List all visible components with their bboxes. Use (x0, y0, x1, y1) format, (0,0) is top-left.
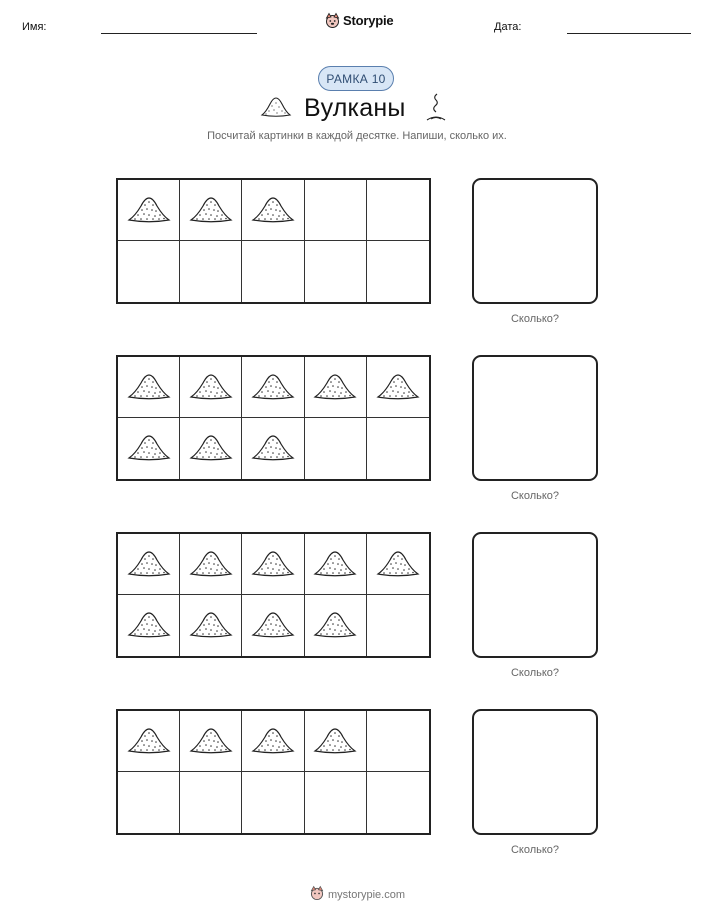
ten-frame (116, 178, 431, 304)
volcano-icon (313, 724, 357, 759)
volcano-icon (251, 431, 295, 466)
ten-frame-cell (305, 534, 367, 595)
ten-frame-cell (305, 772, 367, 833)
ten-frame-cell (367, 772, 429, 833)
answer-label: Сколько? (510, 490, 560, 502)
volcano-icon (313, 370, 357, 405)
answer-box[interactable] (472, 532, 598, 658)
ten-frame-cell (367, 418, 429, 479)
ten-frame-cell (180, 711, 242, 772)
volcano-icon (127, 608, 171, 643)
smoke-icon (425, 92, 447, 127)
volcano-icon (189, 370, 233, 405)
volcano-icon (127, 193, 171, 228)
ten-frame-cell (242, 595, 304, 656)
volcano-icon (259, 95, 293, 122)
ten-frame-cell (305, 241, 367, 302)
footer-url[interactable]: mystorypie.com (328, 888, 406, 901)
volcano-icon (376, 547, 420, 582)
ten-frame (116, 532, 431, 658)
volcano-icon (189, 724, 233, 759)
footer (310, 885, 405, 904)
name-label: Имя: (22, 21, 47, 33)
ten-frame-cell (180, 418, 242, 479)
date-label: Дата: (494, 21, 522, 33)
ten-frame-cell (180, 357, 242, 418)
answer-box[interactable] (472, 709, 598, 835)
volcano-icon (313, 608, 357, 643)
page-title: Вулканы (304, 94, 406, 122)
ten-frame (116, 355, 431, 481)
volcano-icon (189, 608, 233, 643)
storypie-mascot-icon (310, 885, 324, 904)
ten-frame-cell (180, 772, 242, 833)
ten-frame-cell (118, 357, 180, 418)
frame-badge: РАМКА 10 (318, 66, 394, 91)
ten-frame-cell (118, 241, 180, 302)
volcano-icon (127, 547, 171, 582)
ten-frame-cell (180, 241, 242, 302)
volcano-icon (251, 608, 295, 643)
ten-frame-cell (242, 241, 304, 302)
volcano-icon (376, 370, 420, 405)
ten-frame-cell (367, 180, 429, 241)
ten-frame-cell (367, 241, 429, 302)
volcano-icon (189, 431, 233, 466)
volcano-icon (251, 724, 295, 759)
storypie-mascot-icon (325, 12, 340, 29)
ten-frame-cell (367, 534, 429, 595)
ten-frame-cell (180, 180, 242, 241)
ten-frame-cell (242, 180, 304, 241)
ten-frame-cell (242, 711, 304, 772)
ten-frame-cell (118, 180, 180, 241)
ten-frame-cell (367, 595, 429, 656)
volcano-icon (251, 370, 295, 405)
ten-frame-cell (367, 711, 429, 772)
volcano-icon (127, 431, 171, 466)
volcano-icon (127, 724, 171, 759)
ten-frame-cell (305, 711, 367, 772)
ten-frame-cell (180, 595, 242, 656)
ten-frame-cell (118, 534, 180, 595)
ten-frame-cell (242, 418, 304, 479)
ten-frame-cell (305, 418, 367, 479)
name-line[interactable] (101, 33, 257, 34)
volcano-icon (127, 370, 171, 405)
volcano-icon (251, 193, 295, 228)
volcano-icon (313, 547, 357, 582)
answer-box[interactable] (472, 178, 598, 304)
answer-box[interactable] (472, 355, 598, 481)
ten-frame-cell (118, 595, 180, 656)
ten-frame-cell (242, 534, 304, 595)
volcano-icon (251, 547, 295, 582)
answer-label: Сколько? (510, 313, 560, 325)
volcano-icon (189, 547, 233, 582)
ten-frame-cell (305, 357, 367, 418)
ten-frame-cell (118, 772, 180, 833)
instructions: Посчитай картинки в каждой десятке. Напиши, сколько их. (207, 130, 507, 142)
ten-frame-cell (305, 595, 367, 656)
ten-frame-cell (242, 357, 304, 418)
ten-frame-cell (118, 711, 180, 772)
ten-frame (116, 709, 431, 835)
volcano-icon (189, 193, 233, 228)
ten-frame-cell (118, 418, 180, 479)
answer-label: Сколько? (510, 844, 560, 856)
brand-name: Storypie (343, 13, 394, 28)
answer-label: Сколько? (510, 667, 560, 679)
ten-frame-cell (367, 357, 429, 418)
brand-logo (325, 12, 393, 29)
date-line[interactable] (567, 33, 691, 34)
ten-frame-cell (180, 534, 242, 595)
ten-frame-cell (242, 772, 304, 833)
ten-frame-cell (305, 180, 367, 241)
